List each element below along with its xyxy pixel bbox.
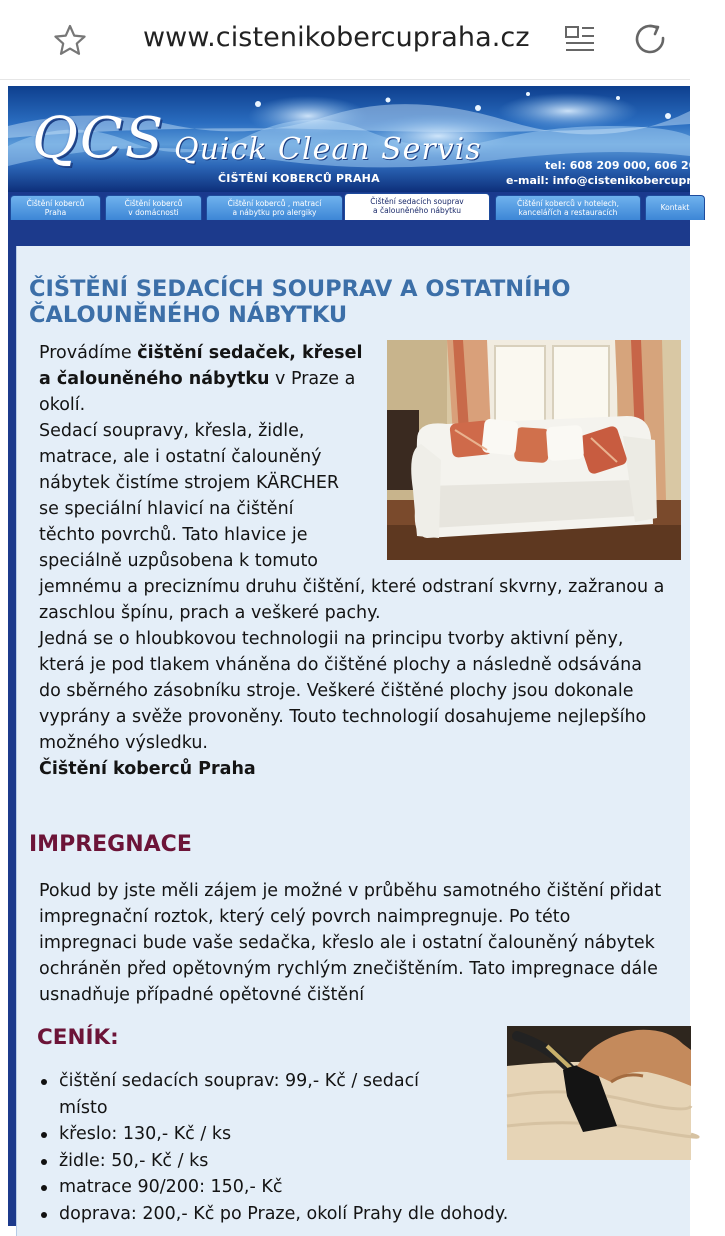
impregnace-line: Pokud by jste měli zájem je možné v průběhu samotného čištění přidat — [39, 881, 662, 901]
impregnace-line: usnadňuje případné opětovné čištění — [39, 985, 365, 1005]
page-title-line2: ČALOUNĚNÉHO NÁBYTKU — [29, 302, 348, 328]
body-line: do sběrného zásobníku stroje. Veškeré čištěné plochy jsou dokonale — [39, 681, 634, 701]
site-banner — [8, 86, 725, 192]
impregnace-heading: IMPREGNACE — [29, 832, 192, 857]
tab-label-line2: a nábytku pro alergiky — [232, 208, 317, 217]
impregnace-line: impregnační roztok, který celý povrch naimpregnuje. Po této — [39, 907, 571, 927]
tab-cisteni-kobercu-praha[interactable] — [10, 195, 101, 220]
body-line: jemnému a preciznímu druhu čištění, které odstraní skvrny, zažranou a — [39, 577, 665, 597]
intro-line-1 — [39, 340, 362, 366]
page-title — [29, 276, 669, 328]
body-line: matrace, ale i ostatní čalouněný — [39, 447, 322, 467]
sofa-photo — [387, 340, 681, 560]
intro-line-3: okolí. — [39, 395, 86, 415]
body-line: možného výsledku. — [39, 733, 208, 753]
body-line: Sedací soupravy, křesla, židle, — [39, 421, 305, 441]
intro-line-2 — [39, 366, 355, 392]
impregnace-line: ochráněn před opětovným rychlým znečištěním. Tato impregnace dále — [39, 959, 658, 979]
tab-label-line1: Čištění koberců v hotelech, — [517, 199, 619, 208]
intro-bold: a čalouněného nábytku — [39, 369, 270, 389]
reader-mode-icon[interactable] — [563, 22, 597, 56]
body-line: těchto povrchů. Tato hlavice je — [39, 525, 308, 545]
tab-cisteni-kobercu-domacnosti[interactable] — [105, 195, 202, 220]
price-item: židle: 50,- Kč / ks — [39, 1148, 529, 1175]
price-item-text: místo — [59, 1097, 108, 1118]
price-list — [39, 1068, 529, 1227]
tagline: Čištění koberců Praha — [39, 759, 256, 779]
tab-label-line1: Čištění koberců , matrací — [227, 199, 322, 208]
tab-label-line1: Čištění koberců — [26, 199, 85, 208]
upholstery-cleaning-photo — [507, 1026, 691, 1160]
tab-label-line1: Kontakt — [660, 203, 690, 212]
contact-phone: tel: 608 209 000, 606 209 0 — [545, 159, 716, 172]
impregnace-line: impregnaci bude vaše sedačka, křeslo ale i ostatní čalouněný nábytek — [39, 933, 655, 953]
browser-toolbar — [0, 0, 690, 80]
tab-sedaci-soupravy[interactable] — [344, 193, 490, 220]
intro-bold: čištění sedaček, křesel — [137, 343, 363, 363]
bookmark-star-icon[interactable] — [50, 20, 90, 60]
tab-alergici[interactable] — [206, 195, 343, 220]
body-line: nábytek čistíme strojem KÄRCHER — [39, 473, 340, 493]
nav-tabs — [8, 192, 690, 220]
tab-label-line1: Čištění sedacích souprav — [370, 197, 464, 206]
tab-label-line1: Čištění koberců — [124, 199, 183, 208]
tab-label-line2: Praha — [44, 208, 67, 217]
contact-email[interactable]: e-mail: info@cistenikobercupraha.c — [506, 174, 725, 187]
price-item-text: čištění sedacích souprav: 99,- Kč / sedací — [59, 1071, 420, 1091]
price-item: doprava: 200,- Kč po Praze, okolí Prahy dle dohody. — [39, 1201, 529, 1228]
main-content — [16, 246, 690, 1236]
body-line: vyprány a svěže provoněny. Touto technologií dosahujeme nejlepšího — [39, 707, 647, 727]
reload-icon[interactable] — [630, 20, 670, 60]
address-bar[interactable]: www.cistenikobercupraha.cz — [143, 22, 530, 53]
body-line: Jedná se o hloubkovou technologii na principu tvorby aktivní pěny, — [39, 629, 624, 649]
intro-text: v Praze a — [269, 369, 356, 389]
price-item: matrace 90/200: 150,- Kč — [39, 1174, 529, 1201]
tab-label-line2: kancelářích a restauracích — [518, 208, 618, 217]
cenik-heading: CENÍK: — [37, 1025, 119, 1050]
tab-label-line2: v domácnosti — [128, 208, 179, 217]
price-item: křeslo: 130,- Kč / ks — [39, 1121, 529, 1148]
logo-subtitle: ČIŠTĚNÍ KOBERCŮ PRAHA — [218, 172, 380, 185]
web-page — [8, 86, 725, 1226]
body-line: speciálně uzpůsobena k tomuto — [39, 551, 319, 571]
logo-name: Quick Clean Servis — [174, 132, 482, 167]
price-item — [39, 1068, 529, 1121]
body-line: která je pod tlakem vháněna do čištěné plochy a následně odsávána — [39, 655, 642, 675]
page-title-line1: ČIŠTĚNÍ SEDACÍCH SOUPRAV A OSTATNÍHO — [29, 276, 571, 302]
tab-hotely-kancelare[interactable] — [495, 195, 641, 220]
tab-kontakt[interactable] — [645, 195, 705, 220]
body-line: se speciální hlavicí na čištění — [39, 499, 294, 519]
tab-label-line2: a čalouněného nábytku — [373, 206, 461, 215]
intro-text: Provádíme — [39, 343, 138, 363]
logo-qcs: QCS — [32, 106, 166, 171]
body-line: zaschlou špínu, prach a veškeré pachy. — [39, 603, 381, 623]
